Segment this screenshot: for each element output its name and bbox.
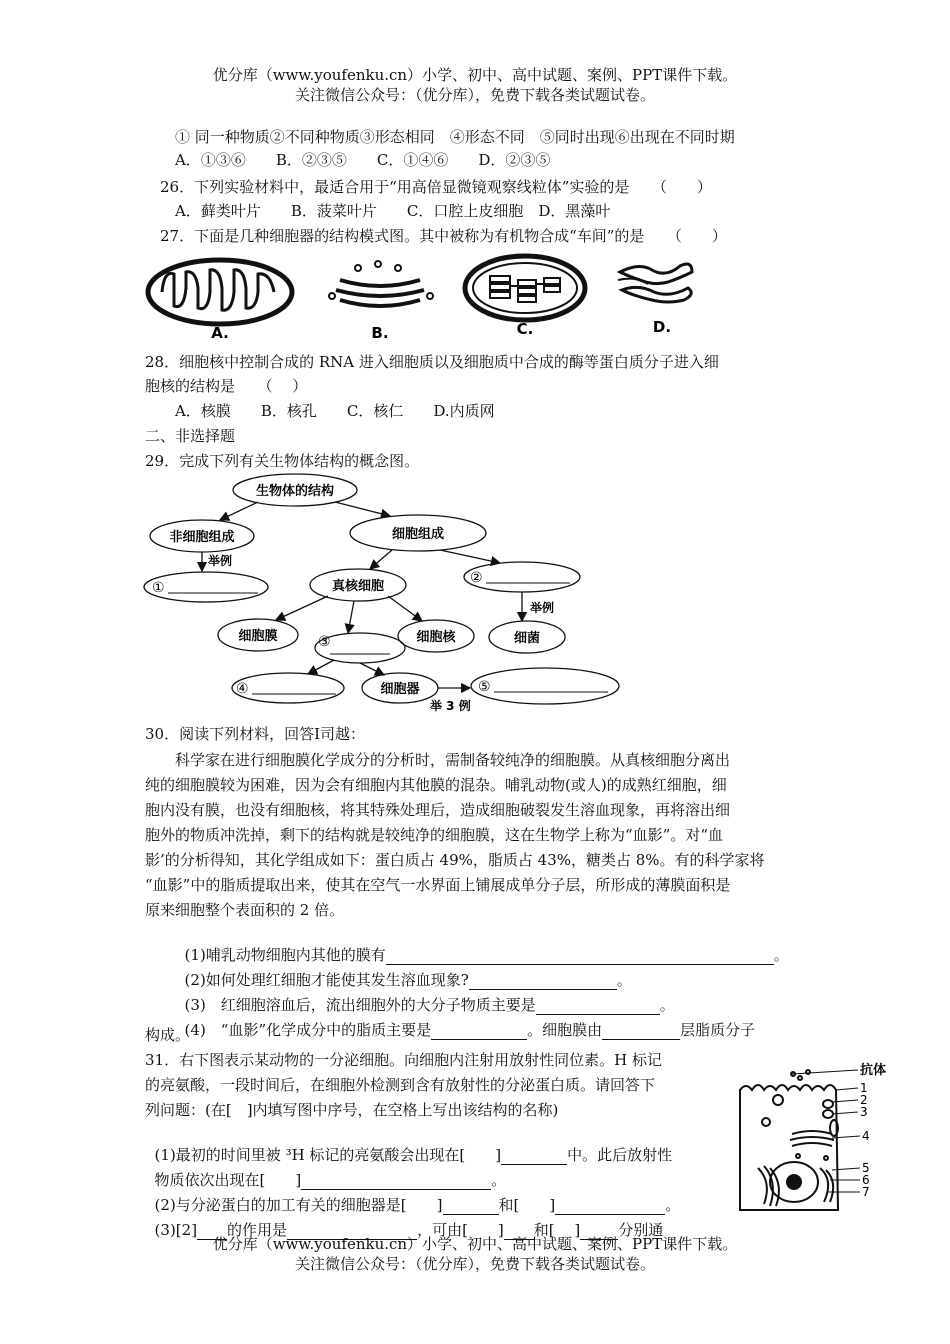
q30-stem: 30．阅读下列材料，回答Ⅰ司越： — [145, 725, 366, 743]
figure-label-c: C. — [516, 320, 534, 338]
q31-line-2: 的亮氨酸，一段时间后，在细胞外检测到含有放射性的分泌蛋白质。请回答下 — [145, 1076, 656, 1094]
q30-subq-4 — [175, 1000, 755, 1040]
q28-stem-1: 28．细胞核中控制合成的 RNA 进入细胞质以及细胞质中合成的酶等蛋白质分子进入细 — [145, 353, 719, 371]
q31-line-4-a: (1)最初的时间里被 ³H 标记的亮氨酸会出现在[ ] — [154, 1146, 502, 1164]
node-root: 生物体的结构 — [255, 484, 335, 499]
q30-subq-2-end: 。 — [616, 971, 632, 989]
figure-label-1: 1 — [860, 1081, 868, 1095]
chloroplast-figure — [465, 256, 585, 320]
q26-options: A．藓类叶片 B．菠菜叶片 C．口腔上皮细胞 D．黑藻叶 — [175, 202, 611, 220]
q31-line-7-a: (3)[2] — [154, 1221, 198, 1239]
edge-example-label: 举例 — [208, 554, 233, 568]
footer-line-1: 优分库（www.youfenku.cn）小学、初中、高中试题、案例、PPT课件下载。 — [212, 1235, 738, 1253]
secretory-cell-figure — [728, 1060, 898, 1225]
figure-label-2: 2 — [860, 1093, 868, 1107]
q30-paragraph-6: “血影”中的脂质提取出来，使其在空气一水界面上铺展成单分子层，所形成的薄膜面积是 — [145, 876, 731, 894]
figure-label-4: 4 — [862, 1129, 870, 1143]
node-bacteria: 细菌 — [513, 631, 541, 646]
q25-items: ① 同一种物质②不同种物质③形态相同 ④形态不同 ⑤同时出现⑥出现在不同时期 — [175, 128, 735, 146]
q31-line-7-b: 的作用是 — [227, 1221, 288, 1239]
organelle-figures — [140, 248, 700, 343]
q31-answer-blank-1[interactable] — [501, 1149, 567, 1165]
node-nucleus: 细胞核 — [416, 630, 456, 645]
node-blank-2: ② — [470, 570, 483, 586]
footer-line-2: 关注微信公众号：（优分库），免费下载各类试题试卷。 — [294, 1255, 655, 1273]
mitochondrion-figure — [148, 260, 292, 324]
node-blank-3: ③ — [318, 634, 331, 650]
q31-line-7-c: ，可由[ ] — [417, 1221, 504, 1239]
figure-label-b: B. — [371, 324, 389, 342]
q30-paragraph-4: 胞外的物质冲洗掉，剩下的结构就是较纯净的细胞膜，这在生物学上称为“血影”。对“血 — [145, 826, 724, 844]
q30-subq-4-text-a: (4) “血影”化学成分中的脂质主要是 — [184, 1021, 432, 1039]
figure-label-3: 3 — [860, 1105, 868, 1119]
q28-stem-2: 胞核的结构是 （ ） — [145, 377, 308, 395]
q30-subq-4-text-c: 层脂质分子 — [680, 1021, 756, 1039]
figure-label-5: 5 — [862, 1161, 870, 1175]
q27-stem: 27．下面是几种细胞器的结构模式图。其中被称为有机物合成“车间”的是 （ ） — [160, 227, 727, 245]
node-organelle: 细胞器 — [380, 682, 420, 697]
figure-label-7: 7 — [862, 1185, 870, 1199]
q25-options: A．①③⑥ B．②③⑤ C．①④⑥ D．②③⑤ — [175, 151, 551, 169]
section-2-title: 二、非选择题 — [145, 427, 236, 445]
q31-line-6-c: 。 — [665, 1196, 681, 1214]
q31-line-5-a: 物质依次出现在[ ] — [154, 1171, 302, 1189]
figure-label-antibody: 抗体 — [860, 1063, 887, 1078]
q31-line-6-a: (2)与分泌蛋白的加工有关的细胞器是[ ] — [154, 1196, 443, 1214]
q30-paragraph-2: 纯的细胞膜较为困难，因为会有细胞内其他膜的混杂。哺乳动物(或人)的成熟红细胞，细 — [145, 776, 727, 794]
node-blank-1: ① — [152, 580, 165, 596]
q30-paragraph-7: 原来细胞整个表面积的 2 倍。 — [145, 901, 345, 919]
q31-line-7-e: 分别通 — [618, 1221, 664, 1239]
figure-label-a: A. — [211, 324, 229, 342]
edge-three-examples-label: 举 3 例 — [430, 699, 471, 713]
q31-line-5-b: 。 — [491, 1171, 507, 1189]
node-blank-5: ⑤ — [478, 679, 491, 695]
q30-paragraph-5: 影’的分析得知，其化学组成如下：蛋白质占 49%，脂质占 43%，糖类占 8%。有的科学家将 — [145, 851, 765, 869]
q31-line-3: 列问题：(在[ ]内填写图中序号，在空格上写出该结构的名称) — [145, 1101, 559, 1119]
node-blank-4: ④ — [236, 681, 249, 697]
q30-subq-1-text: (1)哺乳动物细胞内其他的膜有 — [184, 946, 386, 964]
q30-subq-3-end: 。 — [659, 996, 675, 1014]
golgi-figure — [329, 261, 433, 306]
q29-stem: 29．完成下列有关生物体结构的概念图。 — [145, 452, 420, 470]
q30-paragraph-1: 科学家在进行细胞膜化学成分的分析时，需制备较纯净的细胞膜。从真核细胞分离出 — [175, 751, 731, 769]
figure-label-d: D. — [652, 318, 672, 336]
er-figure — [618, 264, 692, 302]
figure-label-6: 6 — [862, 1173, 870, 1187]
concept-map — [140, 470, 640, 715]
q30-subq-2-text: (2)如何处理红细胞才能使其发生溶血现象? — [184, 971, 469, 989]
q30-subq-4-end: 构成。 — [145, 1026, 191, 1044]
q28-options: A．核膜 B．核孔 C．核仁 D.内质网 — [175, 402, 495, 420]
header-line-1: 优分库（www.youfenku.cn）小学、初中、高中试题、案例、PPT课件下载。 — [212, 66, 738, 84]
node-non-cell: 非细胞组成 — [169, 530, 235, 545]
q30-subq-1-end: 。 — [773, 946, 789, 964]
q30-answer-blank-4b[interactable] — [602, 1024, 680, 1040]
node-eukaryote: 真核细胞 — [331, 579, 385, 594]
q30-paragraph-3: 胞内没有膜，也没有细胞核，将其特殊处理后，造成细胞破裂发生溶血现象，再将溶出细 — [145, 801, 731, 819]
node-cell: 细胞组成 — [391, 527, 445, 542]
q30-subq-3-text: (3) 红细胞溶血后，流出细胞外的大分子物质主要是 — [184, 996, 536, 1014]
q31-line-6-b: 和[ ] — [498, 1196, 556, 1214]
q26-stem: 26．下列实验材料中，最适合用于“用高倍显微镜观察线粒体”实验的是 （ ） — [160, 178, 712, 196]
edge-example-label-2: 举例 — [530, 601, 555, 615]
q31-line-1: 31．右下图表示某动物的一分泌细胞。向细胞内注射用放射性同位素。H 标记 — [145, 1051, 662, 1069]
q30-answer-blank-4a[interactable] — [431, 1024, 527, 1040]
header-line-2: 关注微信公众号：（优分库），免费下载各类试题试卷。 — [294, 86, 655, 104]
q31-line-4-b: 中。此后放射性 — [567, 1146, 673, 1164]
q30-subq-4-text-b: 。细胞膜由 — [527, 1021, 603, 1039]
node-membrane: 细胞膜 — [238, 629, 278, 644]
q31-line-7-d: 和[ ] — [533, 1221, 581, 1239]
